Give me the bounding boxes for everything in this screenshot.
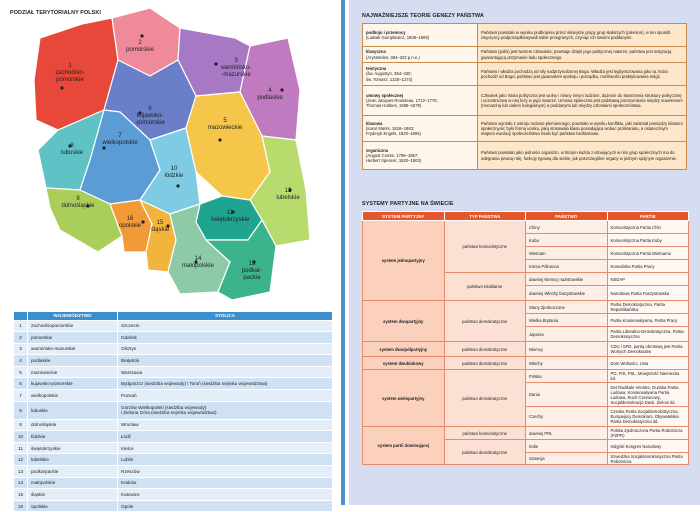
capital-name: Lublin: [118, 454, 333, 466]
voivodeship-name: lubelskie: [28, 454, 118, 466]
voivodeship-name: warmińsko-mazurskie: [28, 343, 118, 355]
country-cell: Wietnam: [526, 247, 608, 260]
theory-description: Państwo i władza pochodzą od siły nadprzyrodzonej Boga. Władza jest legitymizowana jako ta, która pochodzi od Boga; państwo jest gwarantem spokoju i porządku, możliwości praktykowania religii.: [478, 63, 687, 86]
country-cell: Korea Północna: [526, 260, 608, 273]
col-header-num: [14, 312, 28, 321]
col-header-system: SYSTEM PARTYJNY: [363, 212, 445, 221]
capital-name: Białystok: [118, 355, 333, 367]
row-number: 9: [14, 419, 28, 431]
theory-name-cell: [363, 86, 478, 116]
theory-name: teistyczna: [366, 66, 387, 72]
table-row: [14, 431, 333, 443]
map-title: PODZIAŁ TERYTORIALNY POLSKI: [10, 10, 101, 16]
theory-authors: (Ludwik Gumplowicz, 1838–1909): [366, 35, 430, 40]
voivodeship-name: śląskie: [28, 489, 118, 501]
country-cell: Kuba: [526, 234, 608, 247]
left-page: [0, 0, 345, 509]
state-type-cell: państwo komunistyczne: [444, 221, 526, 273]
voivodeship-name: mazowieckie: [28, 366, 118, 378]
party-cell: Koreańska Partia Pracy: [607, 260, 689, 273]
row-number: 2: [14, 332, 28, 344]
col-header-voivodeship: WOJEWÓDZTWO: [28, 312, 118, 321]
voivodeship-name: wielkopolskie: [28, 390, 118, 402]
voivodeship-name: dolnośląskie: [28, 419, 118, 431]
state-type-cell: państwo totalitarne: [444, 273, 526, 301]
table-row: [14, 500, 333, 512]
voivodeship-name: małopolskie: [28, 477, 118, 489]
voivodeship-name: zachodniopomorskie: [28, 320, 118, 332]
table-row: [14, 477, 333, 489]
state-type-cell: państwo demokratyczne: [444, 370, 526, 427]
table-row: [14, 419, 333, 431]
theory-name: podboju i przemocy: [366, 29, 406, 35]
region-label: 5 mazowieckie: [207, 118, 243, 131]
row-number: 14: [14, 477, 28, 489]
region-label: 4 podlaskie: [257, 88, 283, 101]
row-number: 5: [14, 366, 28, 378]
row-number: 15: [14, 489, 28, 501]
row-number: 13: [14, 466, 28, 478]
region-label: 3 warmińsko--mazurskie: [220, 58, 252, 78]
country-cell: Japonia: [526, 327, 608, 342]
country-cell: Polska: [526, 370, 608, 383]
country-cell: Czechy: [526, 407, 608, 427]
system-cell: system jednopartyjny: [363, 221, 445, 301]
region-label: 8 lubuskie: [60, 143, 84, 156]
voivodeship-name: podlaskie: [28, 355, 118, 367]
party-cell: Partia Liberalno-Demokratyczna, Partia Demokratyczna: [607, 327, 689, 342]
theory-name: klasyczna: [366, 49, 386, 55]
region-label: 14 małopolskie: [182, 256, 214, 269]
region-label: 9 dolnośląskie: [61, 196, 95, 209]
region-label: 12 lubelskie: [276, 188, 300, 201]
theory-row: [363, 116, 687, 142]
theory-description: Państwo powstało jako jedności organizm, w którym każda z istniejących w nim grup społecznych ma do odegrania pewną rolę, funkcję typową dla siebie, jak poszczególne organy w jednym spójnym organizmie.: [478, 142, 687, 170]
country-cell: Niemcy: [526, 342, 608, 357]
system-cell: system dwupartyjny: [363, 301, 445, 342]
theory-name-cell: [363, 63, 478, 86]
row-number: 3: [14, 343, 28, 355]
party-cell: Czeska Partia Socjaldemokratyczna, Europejscy Demokraci, Obywatelska Partia Demokratyczna itd.: [607, 407, 689, 427]
country-cell: Indie: [526, 440, 608, 453]
party-cell: Szwedzka Socjaldemokratyczna Partia Robotnicza: [607, 453, 689, 465]
party-cell: PO, PiS, PSL, Mniejszość Niemiecka itd.: [607, 370, 689, 383]
right-page: [349, 0, 700, 505]
row-number: 4: [14, 355, 28, 367]
capital-name: Opole: [118, 500, 333, 512]
country-cell: dawniej Niemcy nazistowskie: [526, 273, 608, 286]
country-cell: Wielka Brytania: [526, 314, 608, 327]
theory-name: klasowa: [366, 120, 383, 126]
theory-authors: (August Comte, 1798–1857; Herbert Spencer, 1820–1903): [366, 152, 422, 164]
party-cell: Det Radikale Venstre, Duńska Partia Ludowa, Konserwatywna Partia Ludowa, Ruch Czerwcowy, Socjaldemokracja Danii, Zieloni itd.: [607, 383, 689, 407]
capital-dot: [102, 146, 105, 149]
party-cell: CDU i SPD, partią obrotową jest Partia Wolnych Demokratów: [607, 342, 689, 357]
capital-dot: [140, 34, 143, 37]
theory-authors: (Arystoteles, 384–322 p.n.e.): [366, 54, 420, 60]
country-cell: Stany Zjednoczone: [526, 301, 608, 314]
party-cell: Komunistyczna Partia Chin: [607, 221, 689, 234]
voivodeship-name: kujawsko-pomorskie: [28, 378, 118, 390]
capital-name: Bydgoszcz (siedziba wojewody) i Toruń (siedziba sejmiku województwa): [118, 378, 333, 390]
system-cell: system dwuipółpartyjny: [363, 342, 445, 357]
table-row: [14, 454, 333, 466]
region-label: 2 pomorskie: [126, 40, 154, 53]
capital-name: Rzeszów: [118, 466, 333, 478]
capital-name: Łódź: [118, 431, 333, 443]
table-row: [14, 442, 333, 454]
capital-name: Wrocław: [118, 419, 333, 431]
table-row: [14, 366, 333, 378]
state-type-cell: państwo demokratyczne: [444, 342, 526, 357]
theory-name-cell: [363, 116, 478, 142]
capital-name: Katowice: [118, 489, 333, 501]
col-header-capital: STOLICA: [118, 312, 333, 321]
party-cell: Partia Demokratyczna, Partia Republikańska: [607, 301, 689, 314]
capital-dot: [141, 220, 144, 223]
col-header-country: PAŃSTWO: [526, 212, 608, 221]
col-header-state-type: TYP PAŃSTWA: [444, 212, 526, 221]
table-row: [14, 332, 333, 344]
table-row: [14, 489, 333, 501]
party-cell: NSDAP: [607, 273, 689, 286]
state-type-cell: państwo demokratyczne: [444, 301, 526, 342]
row-number: 16: [14, 500, 28, 512]
theory-description: Państwo powstało w wyniku podbojenia przez silniejsze grupy grup słabszych (plemion), w ten sposób zwycięscy podporządkowywali sobie przegranych, czyniąc ich swoimi poddanymi.: [478, 24, 687, 47]
theory-authors: (Karol Marks, 1818–1883; Fryderyk Engels, 1820–1895): [366, 125, 421, 137]
country-cell: dawniej Włochy faszystowskie: [526, 286, 608, 301]
party-cell: Komunistyczna Partia Kuby: [607, 234, 689, 247]
table-row: [14, 343, 333, 355]
capital-name: Szczecin: [118, 320, 333, 332]
row-number: 8: [14, 401, 28, 419]
parties-title: SYSTEMY PARTYJNE NA ŚWIECIE: [362, 201, 454, 207]
theory-name-cell: [363, 47, 478, 63]
region-label: 6 kujawsko--pomorskie: [135, 106, 165, 126]
voivodeship-name: lubuskie: [28, 401, 118, 419]
system-cell: system partii dominującej: [363, 427, 445, 465]
row-number: 7: [14, 390, 28, 402]
table-row: [14, 378, 333, 390]
country-cell: Dania: [526, 383, 608, 407]
country-cell: dawniej PRL: [526, 427, 608, 440]
theory-row: [363, 24, 687, 47]
system-cell: system wielopartyjny: [363, 370, 445, 427]
party-cell: Partia Konserwatywna, Partia Pracy: [607, 314, 689, 327]
region-label: 7 wielkopolskie: [102, 133, 138, 146]
theory-authors: (św. Augustyn, 354–430; św. Tomasz, 1225–1274): [366, 71, 413, 82]
party-cell: Indyjski Kongres Narodowy: [607, 440, 689, 453]
country-cell: Włochy: [526, 357, 608, 370]
theory-row: [363, 47, 687, 63]
party-cell: Polska Zjednoczona Partia Robotnicza (PZPR): [607, 427, 689, 440]
table-row: [14, 401, 333, 419]
voivodeship-name: świętokrzyskie: [28, 442, 118, 454]
party-cell: Dom Wolności, Unia: [607, 357, 689, 370]
party-cell: Komunistyczna Partia Wietnamu: [607, 247, 689, 260]
state-type-cell: państwo demokratyczne: [444, 440, 526, 465]
theory-row: [363, 86, 687, 116]
theory-row: [363, 142, 687, 170]
theory-description: Państwo (polis) jest tworem człowieka; powstaje dzięki jego politycznej naturze; państwo jest instytucją gwarantującą utrzymanie ładu społecznego.: [478, 47, 687, 63]
table-row: [14, 390, 333, 402]
theory-description: Człowiek jako istota polityczna jest wolny i równy innym ludziom, dążenie do stworzenia struktury politycznej i uczestnictwa w niej leży w jego naturze. Umowa społeczna jest podstawą porozumienia między suwerenem (monarchą lub ciałem kolegialnym) a poddanymi lub między członkami społeczeństwa.: [478, 86, 687, 116]
party-systems-table: [362, 211, 689, 465]
theory-name-cell: [363, 24, 478, 47]
capital-name: Gdańsk: [118, 332, 333, 344]
table-row: [14, 355, 333, 367]
row-number: 11: [14, 442, 28, 454]
row-number: 1: [14, 320, 28, 332]
voivodeship-table: [13, 311, 333, 512]
capital-dot: [60, 86, 63, 89]
table-row: [14, 466, 333, 478]
capital-name: Kraków: [118, 477, 333, 489]
capital-name: Poznań: [118, 390, 333, 402]
capital-name: Kielce: [118, 442, 333, 454]
theory-authors: (Jean Jacques Rousseau, 1712–1778; Thomas Hobbes, 1588–1679): [366, 97, 438, 109]
voivodeship-name: pomorskie: [28, 332, 118, 344]
capital-dot: [280, 88, 283, 91]
capital-dot: [214, 62, 217, 65]
theories-title: NAJWAŻNIEJSZE TEORIE GENEZY PAŃSTWA: [362, 13, 484, 19]
col-header-parties: PARTIE: [607, 212, 689, 221]
region-label: 16 opolskie: [118, 216, 142, 229]
table-row: [14, 320, 333, 332]
theory-name-cell: [363, 142, 478, 170]
poland-map: [0, 0, 345, 310]
region-label: 1 zachodnio-pomorskie: [55, 63, 85, 83]
theory-name: umowy społecznej: [366, 92, 403, 98]
region-label: 15 śląskie: [150, 220, 170, 233]
capital-dot: [218, 138, 221, 141]
capital-name: Warszawa: [118, 366, 333, 378]
state-type-cell: państwo komunistyczne: [444, 427, 526, 440]
voivodeship-name: łódzkie: [28, 431, 118, 443]
capital-name: Gorzów Wielkopolski (siedziba wojewody) i Zielona Góra (siedziba sejmiku województwa): [118, 401, 333, 419]
theory-name: organiczna: [366, 147, 389, 153]
system-cell: system dwublokowy: [363, 357, 445, 370]
voivodeship-name: podkarpackie: [28, 466, 118, 478]
row-number: 10: [14, 431, 28, 443]
region-label: 10 łódzkie: [164, 166, 184, 179]
row-number: 12: [14, 454, 28, 466]
theory-description: Państwo wyrosło z ustroju rodowo-plemiennego; powstało w wyniku konfliktu, jaki zaistniał pomiędzy klasami społecznymi; było formą ucisku, jaką stosowała klasa posiadająca wobec proletariatu, a ostatecznym etapem ewolucji społeczeństwa miało być państwo bezklasowe.: [478, 116, 687, 142]
country-cell: Szwecja: [526, 453, 608, 465]
voivodeship-name: opolskie: [28, 500, 118, 512]
party-cell: Narodowa Partia Faszystowska: [607, 286, 689, 301]
region-label: 13 podkar-packie: [241, 261, 263, 281]
state-type-cell: państwo demokratyczne: [444, 357, 526, 370]
region-label: 11 świętokrzyskie: [210, 210, 250, 223]
row-number: 6: [14, 378, 28, 390]
theories-table: [362, 23, 687, 170]
capital-name: Olsztyn: [118, 343, 333, 355]
capital-dot: [176, 184, 179, 187]
country-cell: Chiny: [526, 221, 608, 234]
theory-row: [363, 63, 687, 86]
